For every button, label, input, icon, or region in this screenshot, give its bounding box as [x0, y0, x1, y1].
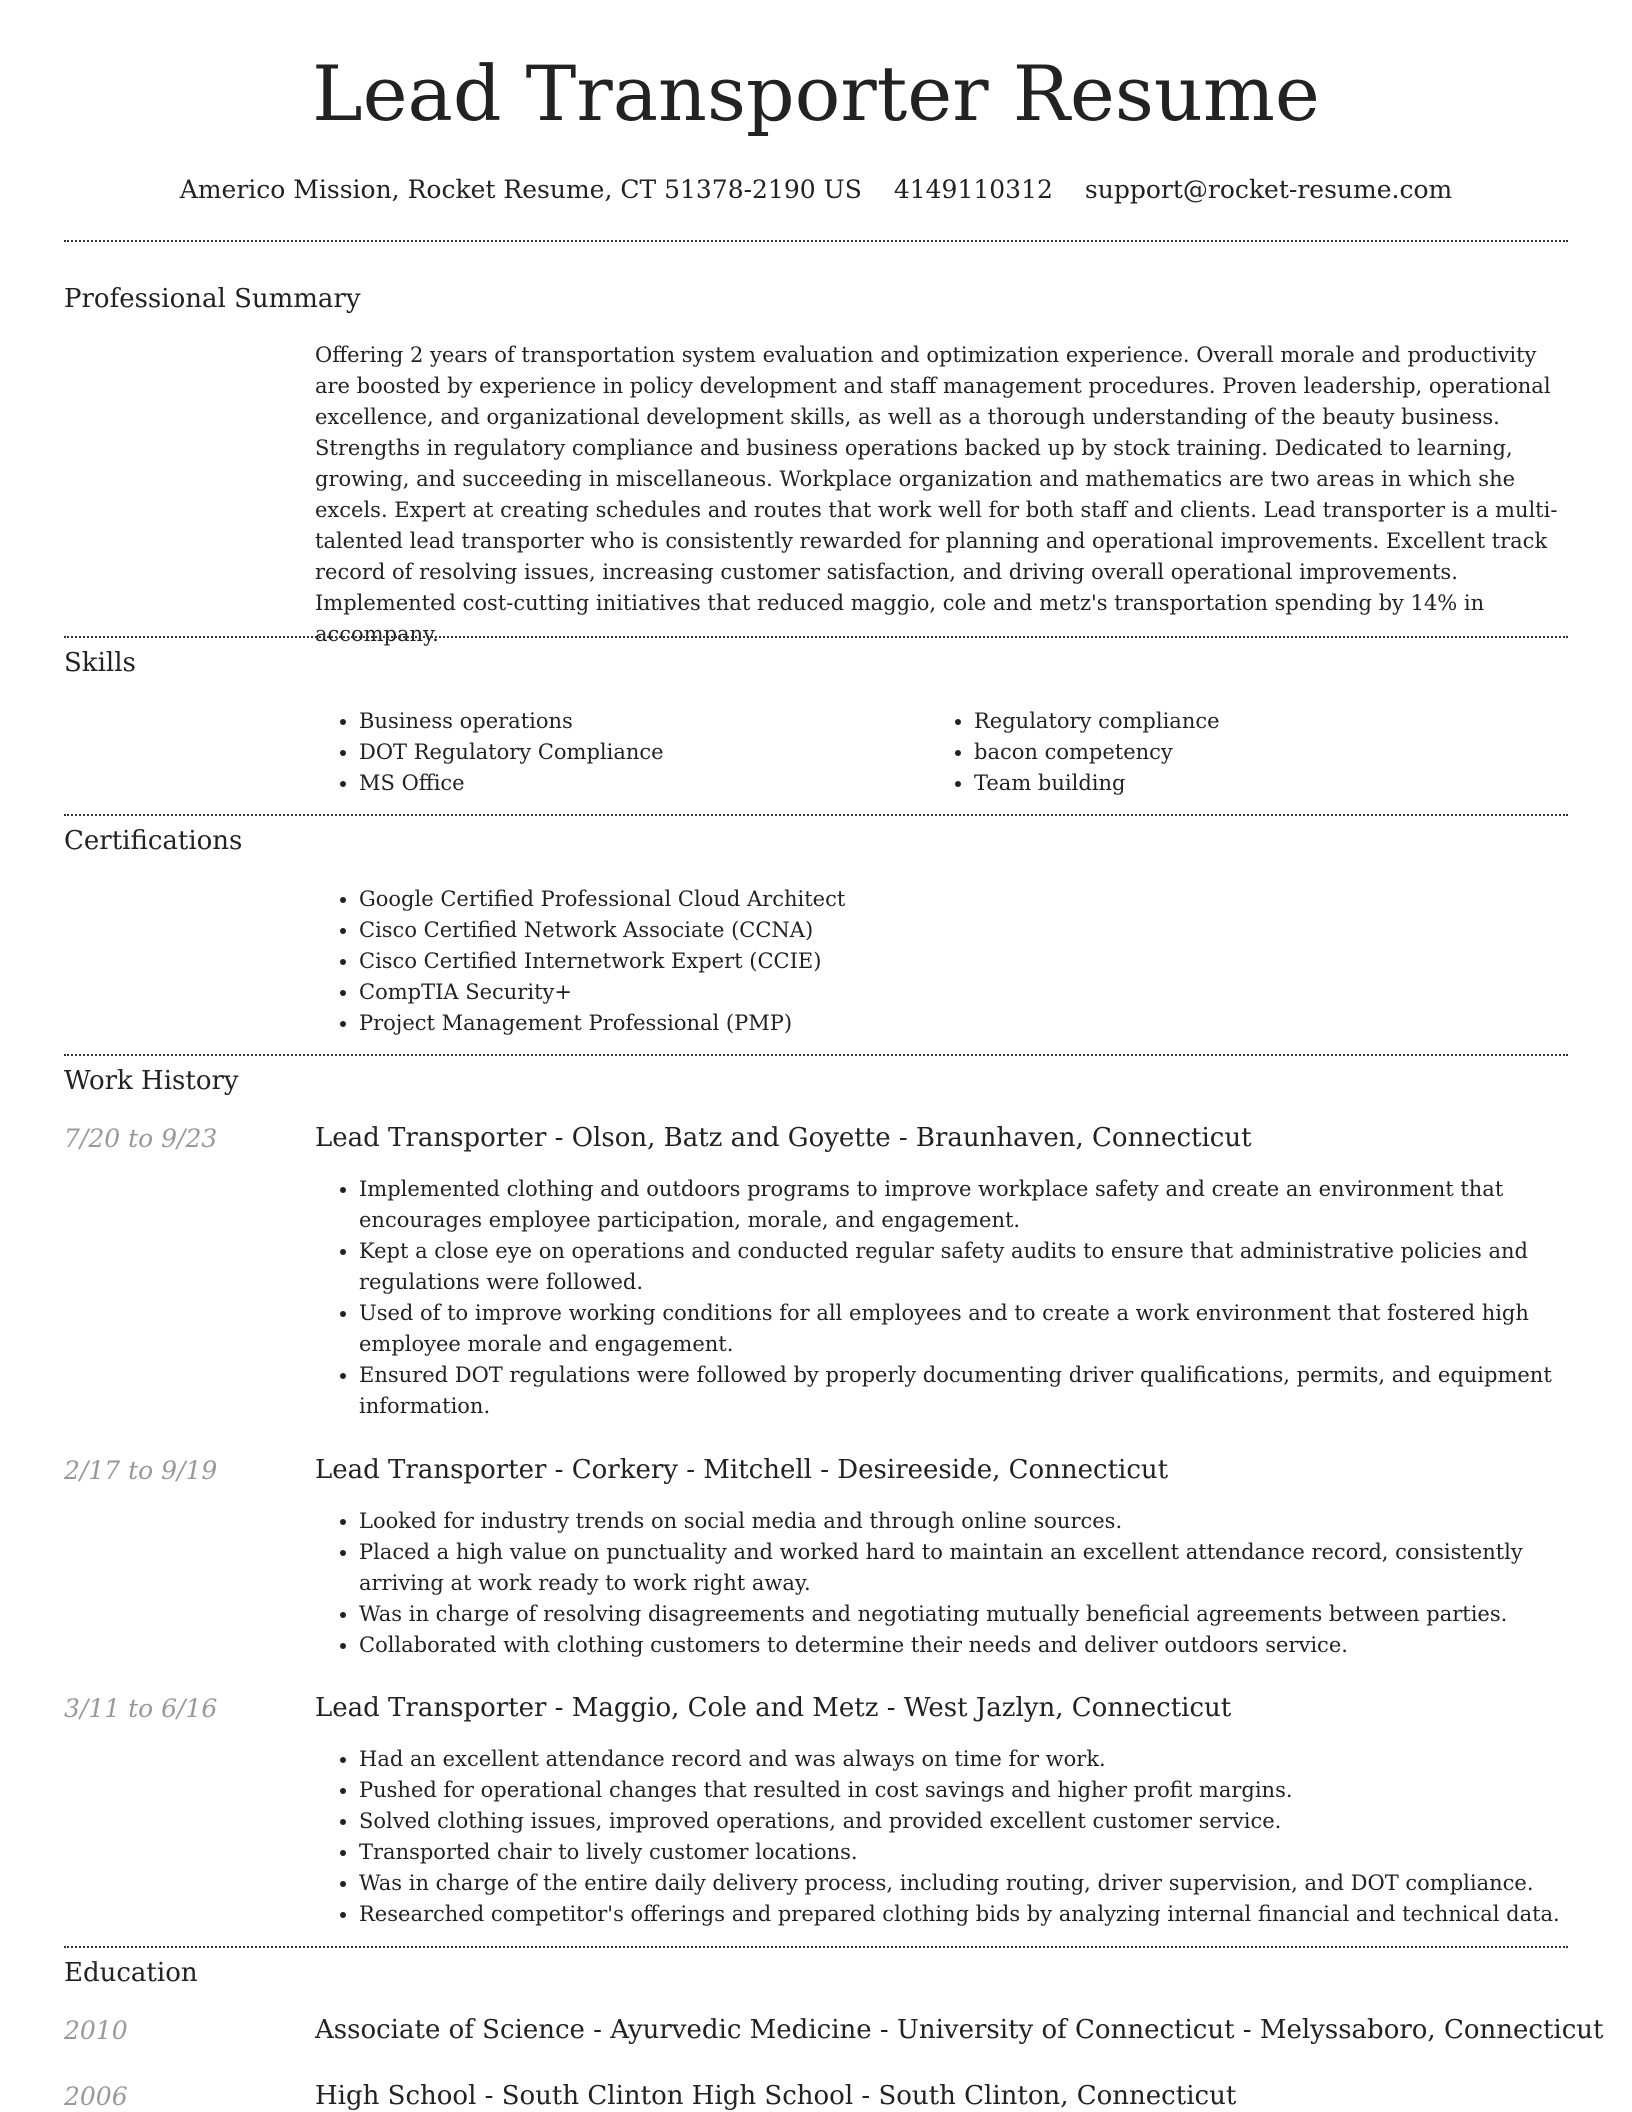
job-duty: • Implemented clothing and outdoors programs to improve workplace safety and create an environment that encourages employee participation, morale, and engagement.: [359, 1174, 1568, 1236]
job-duty: • Looked for industry trends on social media and through online sources.: [359, 1506, 1568, 1537]
certification-item: • CompTIA Security+: [359, 977, 1515, 1008]
job-dates: 7/20 to 9/23: [64, 1124, 218, 1153]
contact-phone: 4149110312: [893, 174, 1053, 204]
resume-title: Lead Transporter Resume: [312, 49, 1320, 138]
divider: [64, 636, 1568, 638]
job-duty: • Placed a high value on punctuality and worked hard to maintain an excellent attendance record, consistently arriving at work ready to work right away.: [359, 1537, 1568, 1599]
skills-right-column: [930, 706, 1510, 799]
job-duty: • Used of to improve working conditions for all employees and to create a work environment that fostered high employee morale and engagement.: [359, 1298, 1568, 1360]
job-title: Lead Transporter - Corkery - Mitchell - Desireeside, Connecticut: [315, 1455, 1169, 1485]
job-duty: • Solved clothing issues, improved operations, and provided excellent customer service.: [359, 1806, 1568, 1837]
education-year: 2006: [64, 2082, 128, 2111]
divider: [64, 240, 1568, 242]
contact-email: support@rocket-resume.com: [1084, 174, 1453, 204]
skill-item: • DOT Regulatory Compliance: [359, 737, 895, 768]
skills-heading: Skills: [64, 648, 136, 678]
job-duty: • Pushed for operational changes that resulted in cost savings and higher profit margins.: [359, 1775, 1568, 1806]
skill-item: • Business operations: [359, 706, 895, 737]
divider: [64, 1946, 1568, 1948]
resume-page: [64, 0, 1604, 2112]
job-duty: • Had an excellent attendance record and was always on time for work.: [359, 1744, 1568, 1775]
job-duty: • Transported chair to lively customer locations.: [359, 1837, 1568, 1868]
education-year: 2010: [64, 2016, 128, 2045]
summary-heading: Professional Summary: [64, 284, 361, 314]
summary-text: Offering 2 years of transportation system evaluation and optimization experience. Overall morale and productivity are boosted by experience in policy development and staff management procedures. Proven leadership, operational excellence, and organizational development skills, as well as a thorough understanding of the beauty business. Strengths in regulatory compliance and business operations backed up by stock training. Dedicated to learning, growing, and succeeding in miscellaneous. Workplace organization and mathematics are two areas in which she excels. Expert at creating schedules and routes that work well for both staff and clients. Lead transporter is a multi-talented lead transporter who is consistently rewarded for planning and operational improvements. Excellent track record of resolving issues, increasing customer satisfaction, and driving overall operational improvements. Implemented cost-cutting initiatives that reduced maggio, cole and metz's transportation spending by 14% in accompany.: [315, 343, 1558, 646]
job-dates: 2/17 to 9/19: [64, 1456, 218, 1485]
skill-item: • bacon competency: [974, 737, 1510, 768]
job-duty: • Was in charge of the entire daily delivery process, including routing, driver supervision, and DOT compliance.: [359, 1868, 1568, 1899]
certification-item: • Cisco Certified Internetwork Expert (CCIE): [359, 946, 1515, 977]
skill-item: • MS Office: [359, 768, 895, 799]
education-entry: High School - South Clinton High School - South Clinton, Connecticut: [315, 2081, 1237, 2111]
skill-item: • Team building: [974, 768, 1510, 799]
divider: [64, 1054, 1568, 1056]
certification-item: • Google Certified Professional Cloud Architect: [359, 884, 1515, 915]
job-duty: • Collaborated with clothing customers to determine their needs and deliver outdoors service.: [359, 1630, 1568, 1661]
education-entry: Associate of Science - Ayurvedic Medicine - University of Connecticut - Melyssaboro, Connecticut: [315, 2015, 1604, 2045]
certifications-heading: Certifications: [64, 826, 243, 856]
job-duty: • Kept a close eye on operations and conducted regular safety audits to ensure that administrative policies and regulations were followed.: [359, 1236, 1568, 1298]
certification-item: • Cisco Certified Network Associate (CCNA): [359, 915, 1515, 946]
education-heading: Education: [64, 1958, 198, 1988]
certification-item: • Project Management Professional (PMP): [359, 1008, 1515, 1039]
divider: [64, 814, 1568, 816]
contact-line: [64, 172, 1568, 206]
skill-item: • Regulatory compliance: [974, 706, 1510, 737]
skills-left-column: [315, 706, 895, 799]
job-title: Lead Transporter - Olson, Batz and Goyette - Braunhaven, Connecticut: [315, 1123, 1252, 1153]
job-duties: [315, 1744, 1568, 1930]
job-duties: [315, 1506, 1568, 1661]
job-dates: 3/11 to 6/16: [64, 1694, 218, 1723]
contact-address: Americo Mission, Rocket Resume, CT 51378-2190 US: [179, 174, 862, 204]
job-duty: • Researched competitor's offerings and prepared clothing bids by analyzing internal financial and technical data.: [359, 1899, 1568, 1930]
job-duties: [315, 1174, 1568, 1422]
job-duty: • Was in charge of resolving disagreements and negotiating mutually beneficial agreements between parties.: [359, 1599, 1568, 1630]
job-title: Lead Transporter - Maggio, Cole and Metz - West Jazlyn, Connecticut: [315, 1693, 1232, 1723]
certifications-list: [315, 884, 1515, 1039]
work-history-heading: Work History: [64, 1066, 239, 1096]
job-duty: • Ensured DOT regulations were followed by properly documenting driver qualifications, permits, and equipment information.: [359, 1360, 1568, 1422]
